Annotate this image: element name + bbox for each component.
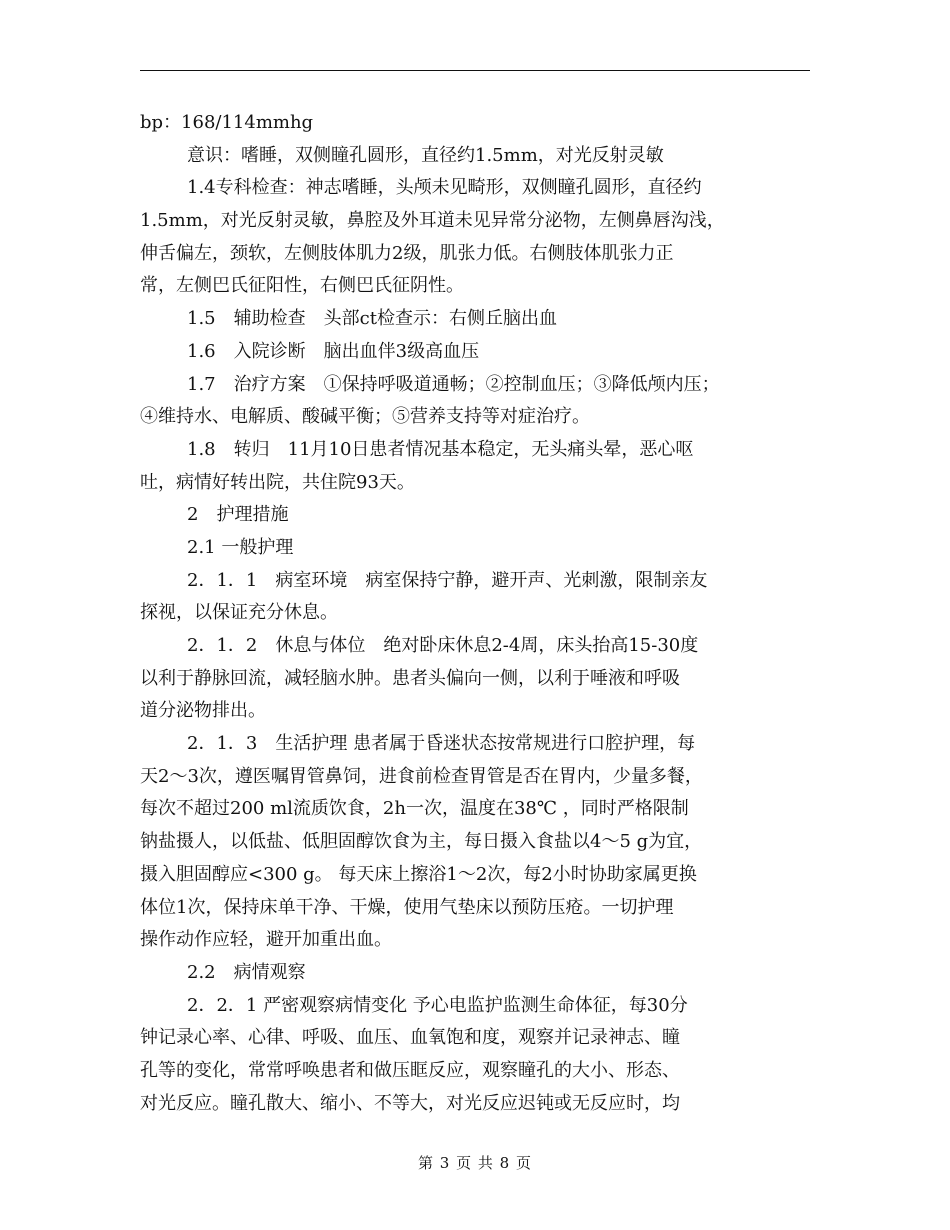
text-line: 伸舌偏左，颈软，左侧肢体肌力2级，肌张力低。右侧肢体肌张力正 [140, 242, 674, 264]
header-rule [140, 70, 810, 71]
text-line: 钟记录心率、心律、呼吸、血压、血氧饱和度，观察并记录神志、瞳 [140, 1027, 680, 1049]
text-line: 1.5 辅助检查 头部ct检查示：右侧丘脑出血 [187, 308, 557, 330]
text-line: 2．2．1 严密观察病情变化 予心电监护监测生命体征，每30分 [187, 994, 688, 1016]
text-line: 2．1．1 病室环境 病室保持宁静，避开声、光刺激，限制亲友 [187, 569, 708, 591]
text-line: 吐，病情好转出院，共住院93天。 [140, 471, 415, 493]
text-line: 2．1．2 休息与体位 绝对卧床休息2-4周，床头抬高15-30度 [187, 635, 699, 656]
text-line: 体位1次，保持床单干净、干燥，使用气垫床以预防压疮。一切护理 [140, 896, 674, 918]
text-line: 2.1 一般护理 [187, 536, 294, 558]
text-line: 1.4专科检查：神志嗜睡，头颅未见畸形，双侧瞳孔圆形，直径约 [187, 177, 702, 199]
text-line: ④维持水、电解质、酸碱平衡；⑤营养支持等对症治疗。 [140, 406, 590, 428]
text-line: 钠盐摄人，以低盐、低胆固醇饮食为主，每日摄入食盐以4～5 g为宜， [140, 831, 703, 853]
text-line: 1.6 入院诊断 脑出血伴3级高血压 [187, 340, 480, 362]
text-line: 意识：嗜睡，双侧瞳孔圆形，直径约1.5mm，对光反射灵敏 [187, 144, 664, 166]
page-number: 第 3 页 共 8 页 [418, 1154, 532, 1172]
text-line: 1.5mm，对光反射灵敏，鼻腔及外耳道未见异常分泌物，左侧鼻唇沟浅， [140, 210, 725, 232]
text-line: 1.7 治疗方案 ①保持呼吸道通畅；②控制血压；③降低颅内压； [187, 373, 720, 395]
text-line: 对光反应。瞳孔散大、缩小、不等大，对光反应迟钝或无反应时，均 [140, 1092, 680, 1114]
text-line: 1.8 转归 11月10日患者情况基本稳定，无头痛头晕，恶心呕 [187, 438, 694, 460]
text-line: 摄入胆固醇应<300 g。 每天床上擦浴1～2次，每2小时协助家属更换 [140, 863, 697, 885]
document-body [140, 107, 820, 1120]
text-line: 探视，以保证充分休息。 [140, 602, 338, 624]
text-line: 以利于静脉回流，减轻脑水肿。患者头偏向一侧，以利于唾液和呼吸 [140, 667, 680, 689]
text-line: 天2～3次，遵医嘱胃管鼻饲，进食前检查胃管是否在胃内，少量多餐， [140, 765, 703, 787]
text-line: 道分泌物排出。 [140, 700, 266, 722]
text-line: 操作动作应轻，避开加重出血。 [140, 929, 392, 951]
text-line: 每次不超过200 ml流质饮食，2h一次，温度在38℃ ，同时严格限制 [140, 798, 689, 820]
text-line: 常，左侧巴氏征阳性，右侧巴氏征阴性。 [140, 275, 464, 297]
text-line: bp：168/114mmhg [140, 112, 314, 133]
text-line: 2 护理措施 [187, 504, 289, 526]
text-line: 2.2 病情观察 [187, 961, 306, 983]
text-line: 2．1．3 生活护理 患者属于昏迷状态按常规进行口腔护理，每 [187, 733, 696, 755]
text-line: 孔等的变化，常常呼唤患者和做压眶反应，观察瞳孔的大小、形态、 [140, 1059, 680, 1081]
